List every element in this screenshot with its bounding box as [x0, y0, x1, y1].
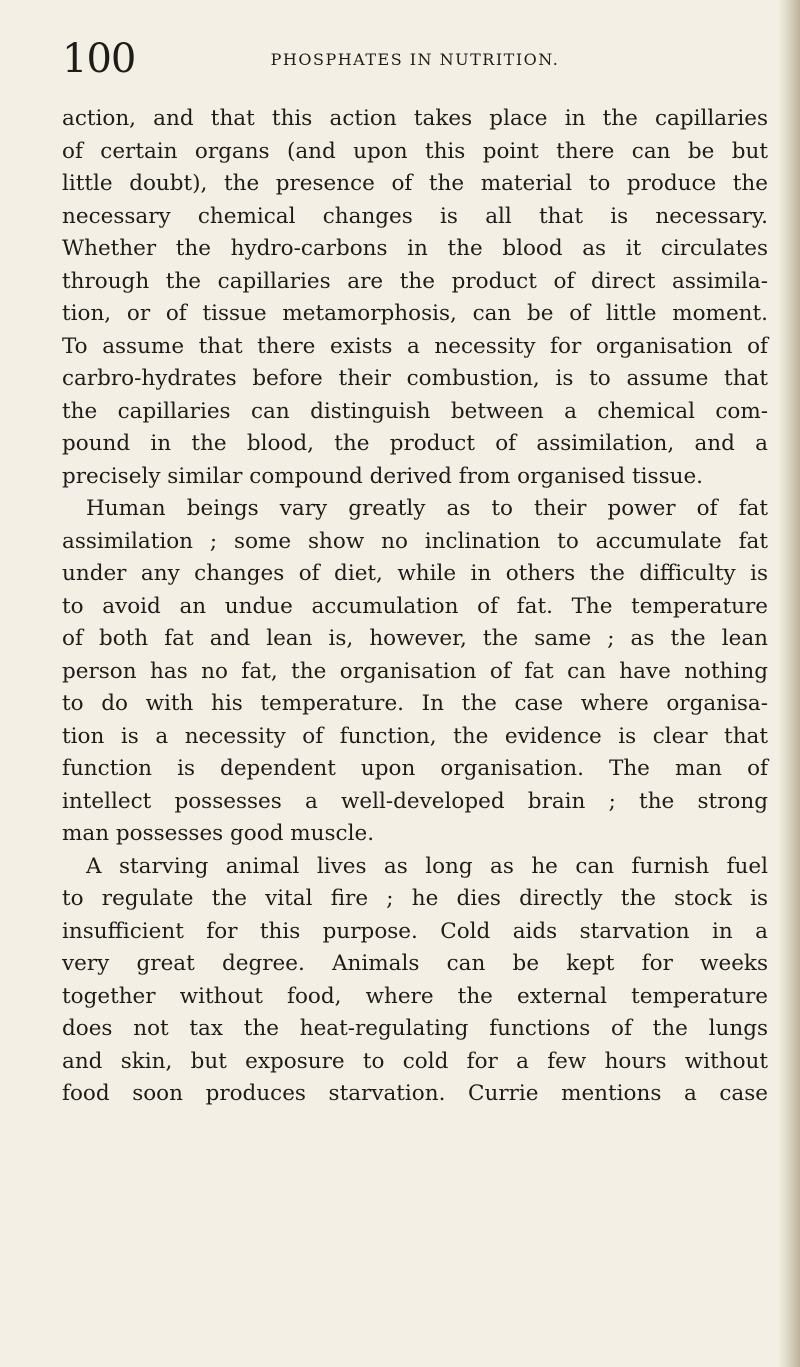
page-header — [62, 34, 768, 84]
text-line: insufficient for this purpose. Cold aids starvation in a — [62, 918, 768, 944]
page-number: 100 — [62, 36, 136, 82]
page-edge-shadow — [778, 0, 800, 1367]
text-line: intellect possesses a well-developed brain ; the strong — [62, 788, 768, 814]
text-line: person has no fat, the organisation of fat can have nothing — [62, 658, 768, 684]
text-line: does not tax the heat-regulating functions of the lungs — [62, 1016, 768, 1041]
text-line: the capillaries can distinguish between a chemical com- — [62, 398, 768, 424]
body-text — [62, 103, 768, 1111]
text-line: food soon produces starvation. Currie mentions a case — [62, 1081, 768, 1106]
paragraph-start-line: Human beings vary greatly as to their power of fat — [86, 496, 768, 521]
paragraph-start-line: A starving animal lives as long as he can furnish fuel — [86, 853, 768, 879]
text-line: very great degree. Animals can be kept for weeks — [62, 951, 768, 976]
text-line: tion is a necessity of function, the evidence is clear that — [62, 723, 768, 749]
text-line: through the capillaries are the product of direct assimila- — [62, 268, 768, 294]
text-line: Whether the hydro-carbons in the blood as it circulates — [62, 236, 768, 261]
text-line: to regulate the vital fire ; he dies directly the stock is — [62, 886, 768, 911]
text-line: carbro-hydrates before their combustion, is to assume that — [62, 366, 768, 391]
running-head: PHOSPHATES IN NUTRITION. — [270, 50, 560, 69]
text-line: action, and that this action takes place in the capillaries — [62, 106, 768, 131]
text-line: To assume that there exists a necessity for organisation of — [62, 333, 768, 359]
text-line: pound in the blood, the product of assimilation, and a — [62, 431, 768, 456]
text-line: tion, or of tissue metamorphosis, can be of little moment. — [62, 301, 768, 326]
text-line: to do with his temperature. In the case where organisa- — [62, 691, 768, 716]
text-line: necessary chemical changes is all that is necessary. — [62, 203, 768, 229]
text-line: and skin, but exposure to cold for a few hours without — [62, 1048, 768, 1074]
text-line: little doubt), the presence of the material to produce the — [62, 171, 768, 196]
text-line: man possesses good muscle. — [62, 821, 375, 846]
text-line: together without food, where the external temperature — [62, 983, 768, 1009]
text-line: precisely similar compound derived from organised tissue. — [62, 463, 704, 489]
text-line: to avoid an undue accumulation of fat. The temperature — [62, 593, 768, 619]
text-line: under any changes of diet, while in others the difficulty is — [62, 561, 768, 586]
text-line: function is dependent upon organisation. The man of — [62, 756, 768, 781]
text-line: of certain organs (and upon this point there can be but — [62, 138, 768, 164]
text-line: of both fat and lean is, however, the same ; as the lean — [62, 626, 768, 651]
text-line: assimilation ; some show no inclination to accumulate fat — [62, 528, 768, 554]
